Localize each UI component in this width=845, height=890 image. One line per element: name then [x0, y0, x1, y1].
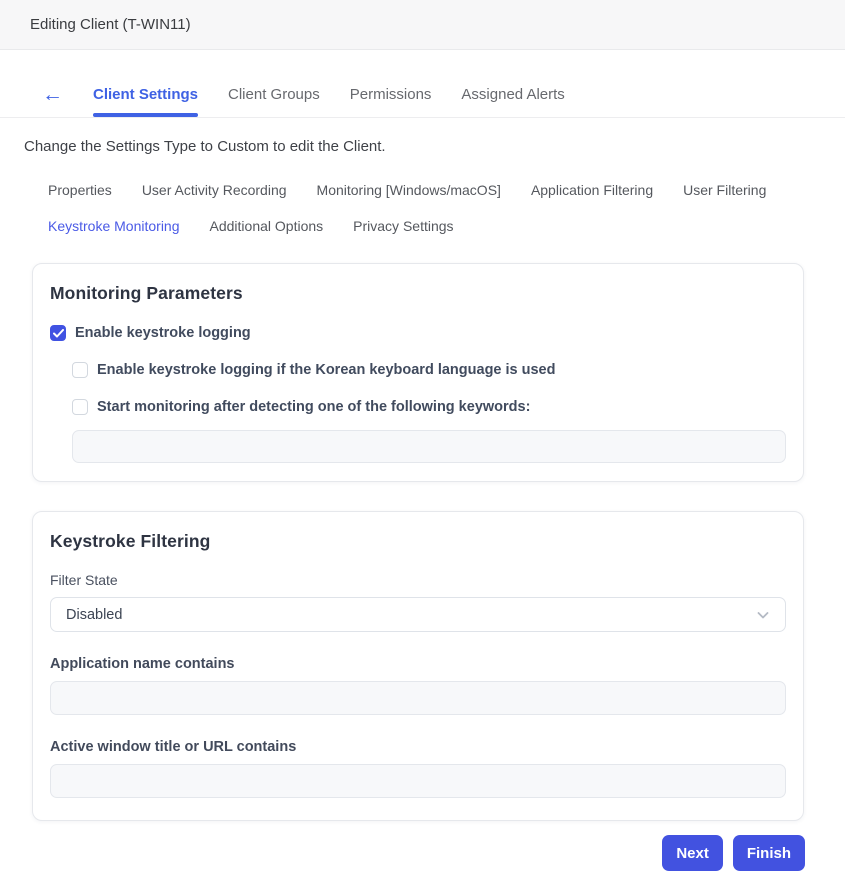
filter-state-value: Disabled — [66, 606, 123, 623]
settings-subtabs — [48, 182, 845, 234]
keywords-input[interactable] — [72, 430, 786, 463]
back-arrow-icon[interactable]: ← — [42, 82, 63, 106]
keywords-input-wrap — [72, 430, 786, 463]
window-title-contains-input[interactable] — [50, 764, 786, 798]
subtab-properties[interactable]: Properties — [48, 182, 112, 198]
footer-actions — [0, 835, 805, 871]
subtab-keystroke-monitoring[interactable]: Keystroke Monitoring — [48, 218, 180, 234]
checkmark-icon — [53, 329, 64, 338]
start-monitoring-keywords-label[interactable]: Start monitoring after detecting one of the following keywords: — [97, 399, 531, 415]
start-monitoring-keywords-checkbox[interactable] — [72, 399, 88, 415]
korean-keyboard-row — [72, 362, 786, 378]
application-name-contains-input[interactable] — [50, 681, 786, 715]
finish-button[interactable]: Finish — [733, 835, 805, 871]
subtab-row-1 — [48, 182, 845, 198]
subtab-monitoring-windows-macos[interactable]: Monitoring [Windows/macOS] — [316, 182, 501, 198]
start-monitoring-keywords-row — [72, 399, 786, 415]
window-title-contains-label: Active window title or URL contains — [50, 739, 297, 755]
main-tabbar — [0, 72, 845, 118]
window-titlebar — [0, 0, 845, 50]
korean-keyboard-label[interactable]: Enable keystroke logging if the Korean keyboard language is used — [97, 362, 556, 378]
monitoring-parameters-title: Monitoring Parameters — [50, 283, 243, 303]
enable-keystroke-logging-row — [50, 325, 786, 341]
subtab-user-filtering[interactable]: User Filtering — [683, 182, 767, 198]
subtab-user-activity-recording[interactable]: User Activity Recording — [141, 182, 287, 198]
subtab-privacy-settings[interactable]: Privacy Settings — [353, 218, 454, 234]
chevron-down-icon — [755, 607, 771, 623]
enable-keystroke-logging-checkbox[interactable] — [50, 325, 66, 341]
filter-state-select[interactable] — [50, 597, 786, 632]
monitoring-parameters-card — [32, 263, 804, 482]
tab-assigned-alerts[interactable]: Assigned Alerts — [461, 86, 565, 103]
tab-client-groups[interactable]: Client Groups — [228, 86, 320, 103]
tab-permissions[interactable]: Permissions — [349, 86, 432, 103]
tab-client-settings[interactable]: Client Settings — [93, 72, 198, 117]
filter-state-label: Filter State — [50, 572, 118, 588]
subtab-application-filtering[interactable]: Application Filtering — [530, 182, 654, 198]
settings-type-notice: Change the Settings Type to Custom to edit the Client. — [24, 138, 386, 155]
next-button[interactable]: Next — [662, 835, 723, 871]
page-title: Editing Client (T-WIN11) — [30, 16, 191, 33]
enable-keystroke-logging-label[interactable]: Enable keystroke logging — [75, 325, 251, 341]
subtab-row-2 — [48, 218, 845, 234]
application-name-contains-label: Application name contains — [50, 656, 235, 672]
keystroke-filtering-card — [32, 511, 804, 821]
keystroke-filtering-title: Keystroke Filtering — [50, 531, 211, 551]
korean-keyboard-checkbox[interactable] — [72, 362, 88, 378]
subtab-additional-options[interactable]: Additional Options — [209, 218, 324, 234]
